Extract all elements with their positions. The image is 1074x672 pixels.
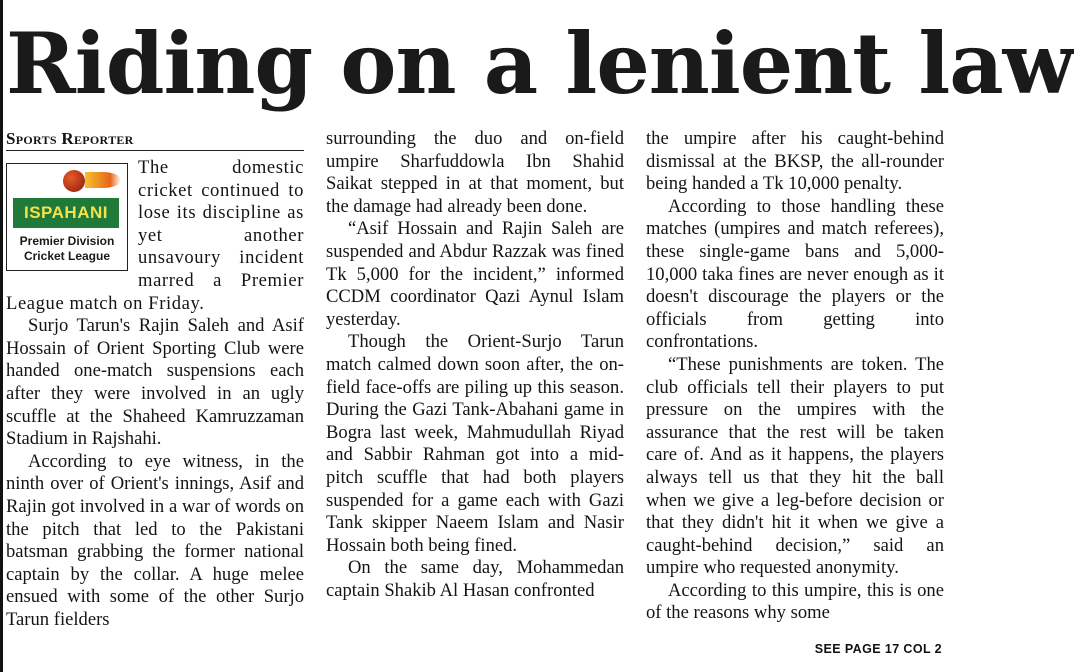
paragraph: “These punishments are token. The club officials tell their players to put pressure on the umpires with the assurance that the rest will be taken care of. And as it happens, the players always tell us that they hit the ball when we give a leg-before decision or that they didn't hit it when we give a caught-behind decision,” said an umpire who requested anonymity. (646, 353, 944, 579)
paragraph: According to eye witness, in the ninth over of Orient's innings, Asif and Rajin got involved in a war of words on the pitch that led to the Pakistani batsman grabbing the former national captain by the collar. A huge melee ensued with some of the other Surjo Tarun fielders (6, 450, 304, 630)
left-border-rule (0, 0, 3, 672)
article-column-2 (326, 128, 624, 602)
continuation-note: SEE PAGE 17 COL 2 (814, 642, 942, 656)
article-column-1 (6, 128, 304, 631)
paragraph: According to this umpire, this is one of the reasons why some (646, 579, 944, 624)
paragraph: the umpire after his caught-behind dismissal at the BKSP, the all-rounder being handed a Tk 10,000 penalty. (646, 128, 944, 195)
paragraph: Though the Orient-Surjo Tarun match calmed down soon after, the on-field face-offs are piling up this season. During the Gazi Tank-Abahani game in Bogra last week, Mahmudullah Riyad and Sabbir Rahman got into a mid-pitch scuffle that had both players suspended for a game each with Gazi Tank skipper Naeem Islam and Nasir Hossain both being fined. (326, 331, 624, 556)
ball-flame-graphic (85, 172, 121, 188)
paragraph: On the same day, Mohammedan captain Shakib Al Hasan confronted (326, 557, 624, 601)
article-column-3 (646, 128, 944, 625)
byline: Sports Reporter (6, 128, 304, 151)
paragraph: According to those handling these matches (umpires and match referees), these single-game bans and 5,000-10,000 taka fines are never enough as it doesn't discourage the players or the officials from getting into confrontations. (646, 195, 944, 353)
logo-subtitle (9, 234, 125, 264)
paragraph: Surjo Tarun's Rajin Saleh and Asif Hossain of Orient Sporting Club were handed one-match suspensions each after they were involved in an ugly scuffle at the Shaheed Kamruzzaman Stadium in Rajshahi. (6, 315, 304, 450)
logo-brand: ISPAHANI (13, 198, 119, 228)
paragraph: The domestic cricket continued to lose its discipline as yet another unsavoury incident marred a Premier League match on Friday. (6, 157, 304, 314)
league-logo (6, 163, 128, 271)
logo-subtitle-line1: Premier Division (19, 234, 115, 248)
cricket-ball-icon (63, 170, 85, 192)
headline: Riding on a lenient law (6, 14, 1074, 113)
logo-subtitle-line2: Cricket League (23, 249, 111, 263)
paragraph: surrounding the duo and on-field umpire Sharfuddowla Ibn Shahid Saikat stepped in at that moment, but the damage had already been done. (326, 128, 624, 217)
paragraph: “Asif Hossain and Rajin Saleh are suspended and Abdur Razzak was fined Tk 5,000 for the incident,” informed CCDM coordinator Qazi Aynul Islam yesterday. (326, 218, 624, 330)
